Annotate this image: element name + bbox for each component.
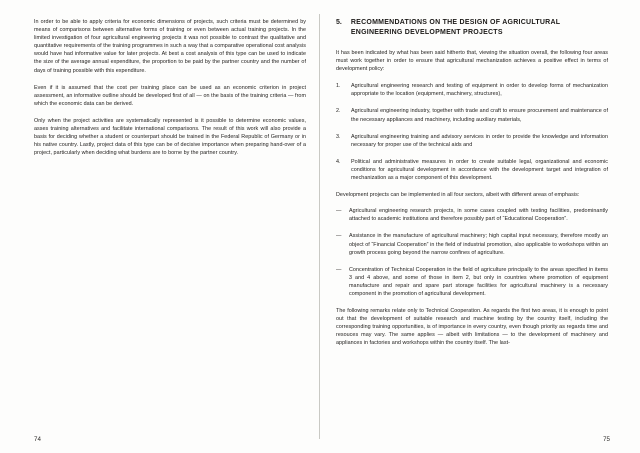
mid-paragraph: Development projects can be implemented in all four sectors, albeit with different areas of emphasis:	[336, 192, 580, 199]
list-item-text: Political and administrative measures in order to create suitable legal, organizational and economic conditions for agricultural development in accordance with the development target and integration of mechanization as a major component of this development.	[351, 158, 608, 182]
left-paragraph-3: Only when the project activities are systematically represented is it possible to determine economic values, asses training alternatives and facilitate international comparisons. The result of this work will also provide a basis for deciding whether a student or counterpart should be trained in the Federal Republic of Germany or in his native country. Lastly, project data of this type can be of decisive importance when preparing hand-over of a project, particularly when deciding what burdens are to borne by the partner country.	[34, 117, 306, 157]
list-item	[336, 207, 608, 223]
closing-paragraph: The following remarks relate only to Technical Cooperation. As regards the first two areas, it is enough to point out that the development of suitable research and machine testing by the country itself, including the corresponding training opportunities, is of importance in every country, even though priority as regards time and resouces may vary. The same applies — albeit with limitations — to the development of machinery and appliances in factories and workshops within the country itself. The last-	[336, 308, 608, 347]
left-paragraph-2: Even if it is assumed that the cost per training place can be used as an economic criterion in project assessment, an informative outline should be developed first of all — on the basis of the training criteria — from which the economic data can be derived.	[34, 84, 306, 107]
list-item	[336, 107, 608, 123]
section-heading	[336, 18, 608, 37]
list-item-text: Assistance in the manufacture of agricultural machinery; high capital input necessary, therefore mostly an object of “Financial Cooperation” in the field of industrial promotion, also applicable to workshops within an growth process going beyond the narrow confines of agriculture.	[349, 233, 608, 256]
list-marker: 3.	[336, 133, 341, 140]
list-marker: 1.	[336, 83, 341, 90]
left-paragraph-1: In order to be able to apply criteria for economic dimensions of projects, such criteria must be determined by means of comparisons between alternative forms of training or even between actual training projects. In the limited investigation of four agricultural engineering projects it was not possible to contrast the qualitative and quantitative requirements of the training programmes in such a way that a comparative operational cost analysis would have had informative value for later projects. At best a cost analysis of this type can be used to indicate the size of the average annual expenditure, the proportion to be paid by the partner country and the number of days of training possible with this expenditure.	[34, 19, 306, 74]
list-marker: 4.	[336, 158, 341, 165]
numbered-list	[336, 82, 608, 182]
section-intro-paragraph: It has been indicated by what has been said hitherto that, viewing the situation overall, the following four areas must work together in order to ensure that agricultural mechanization achieves a positive effect in terms of development policy:	[336, 50, 608, 73]
dash-list	[336, 207, 608, 298]
list-marker: —	[336, 233, 342, 240]
list-marker: 2.	[336, 108, 341, 115]
section-number: 5.	[336, 19, 342, 26]
page-number-left: 74	[34, 436, 41, 443]
left-page-text-column	[34, 18, 306, 166]
list-item-text: Agricultural engineering research and testing of equipment in order to develop forms of mechanization appropriate to the location (equipment, machinery, structures),	[351, 83, 608, 98]
list-item	[336, 158, 608, 182]
list-item	[336, 266, 608, 298]
list-item	[336, 82, 608, 98]
list-marker: —	[336, 266, 342, 273]
list-item-text: Agricultural engineering research projects, in some cases coupled with testing facilities, predominantly attached to academic institutions and therefore possibly part of “Educational Cooperation”.	[349, 208, 608, 223]
list-marker: —	[336, 208, 342, 215]
list-item-text: Agricultural engineering training and advisory services in order to provide the knowledge and information necessary for proper use of the technical aids and	[351, 133, 608, 148]
page-gutter-divider	[319, 14, 320, 439]
list-item	[336, 133, 608, 149]
list-item-text: Concentration of Technical Cooperation in the field of agriculture principally to the areas specified in items 3 and 4 above, and some of those in item 2, but only in countries where promotion of equipment manufacture and repair and spare part storage facilities for agricultural machinery is a necessary component in the promotion of agricultural development.	[349, 266, 608, 297]
right-page-text-column	[336, 18, 608, 357]
list-item-text: Agricultural engineering industry, together with trade and craft to ensure procurement and maintenance of the necessary appliances and machinery, including auxiliary materials,	[351, 108, 608, 123]
section-title: RECOMMENDATIONS ON THE DESIGN OF AGRICULTURAL ENGINEERING DEVELOPMENT PROJECTS	[350, 19, 561, 36]
page-number-right: 75	[603, 436, 610, 443]
list-item	[336, 232, 608, 256]
